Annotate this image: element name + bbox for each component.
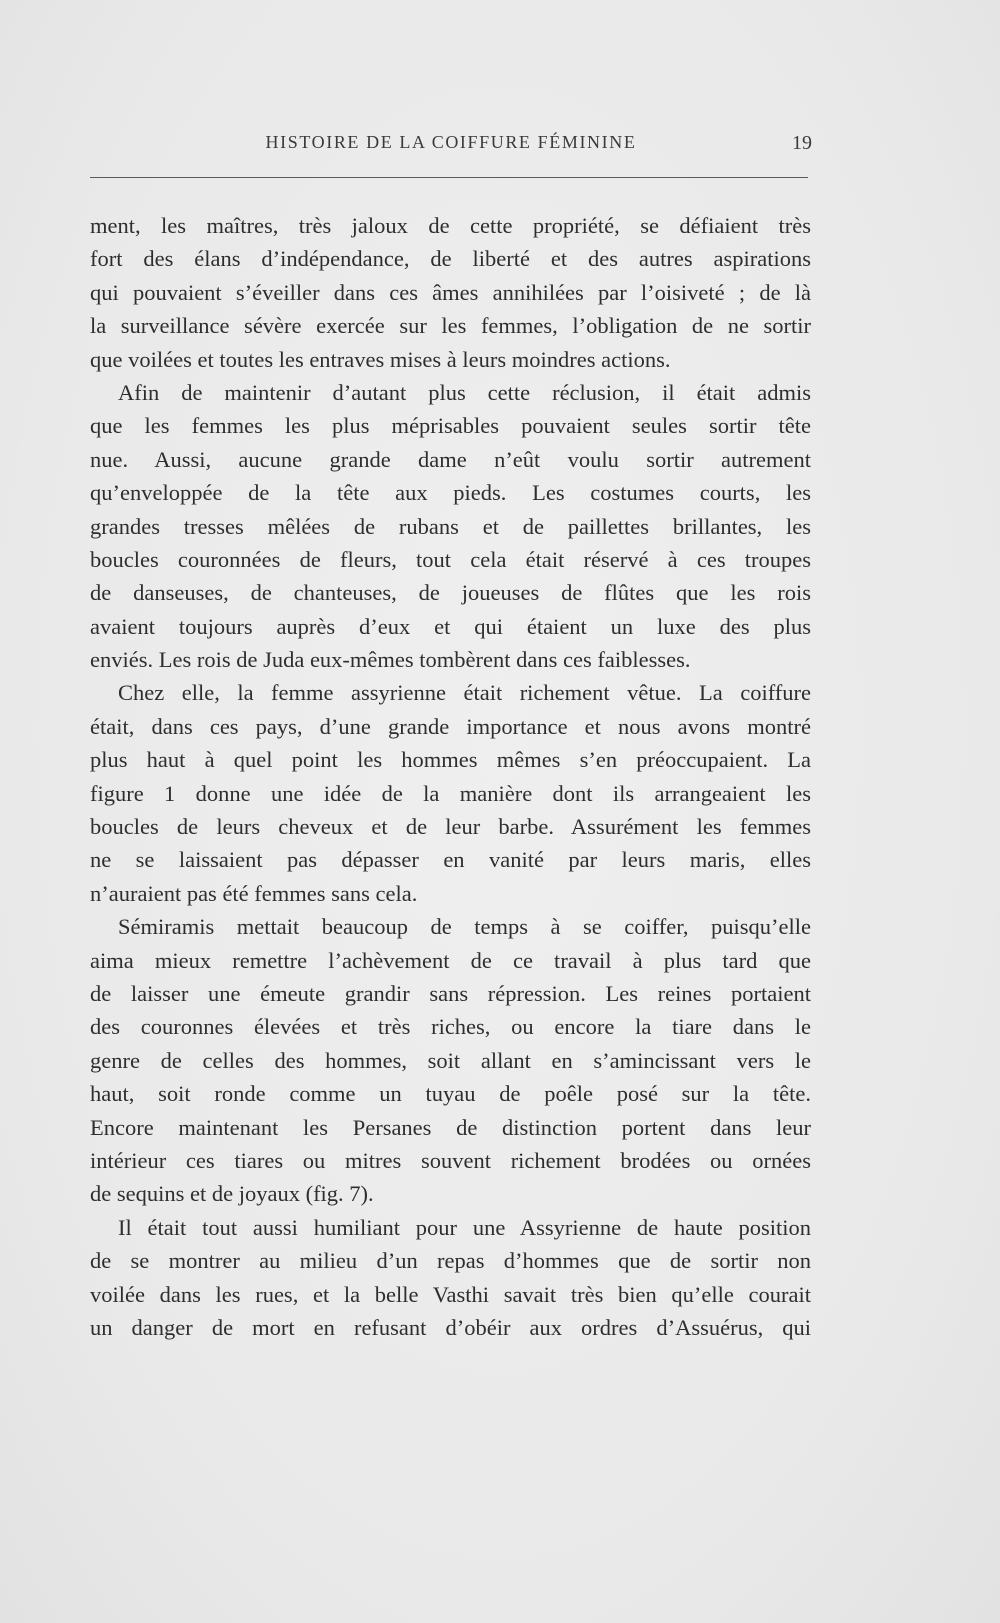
- text-line: qu’enveloppée de la tête aux pieds. Les costumes courts, les: [90, 480, 811, 506]
- text-line: que les femmes les plus méprisables pouvaient seules sortir tête: [90, 413, 811, 439]
- text-line: ment, les maîtres, très jaloux de cette propriété, se défiaient très: [90, 213, 811, 238]
- text-line: enviés. Les rois de Juda eux-mêmes tombèrent dans ces faiblesses.: [90, 647, 691, 673]
- text-line: de sequins et de joyaux (fig. 7).: [90, 1181, 374, 1207]
- running-title: HISTOIRE DE LA COIFFURE FÉMININE: [265, 132, 637, 152]
- text-line: n’auraient pas été femmes sans cela.: [90, 880, 418, 906]
- text-line: avaient toujours auprès d’eux et qui étaient un luxe des plus: [90, 613, 811, 639]
- text-line: de se montrer au milieu d’un repas d’hommes que de sortir non: [90, 1248, 811, 1274]
- text-line: un danger de mort en refusant d’obéir aux ordres d’Assuérus, qui: [90, 1314, 811, 1340]
- running-head: [90, 132, 812, 162]
- text-line: de danseuses, de chanteuses, de joueuses de flûtes que les rois: [90, 580, 811, 606]
- text-line: de laisser une émeute grandir sans répression. Les reines portaient: [90, 980, 811, 1006]
- paragraph-start-line: Chez elle, la femme assyrienne était richement vêtue. La coiffure: [118, 680, 811, 706]
- text-line: qui pouvaient s’éveiller dans ces âmes annihilées par l’oisiveté ; de là: [90, 279, 811, 305]
- text-line: ne se laissaient pas dépasser en vanité par leurs maris, elles: [90, 847, 811, 873]
- body-text: [90, 209, 811, 1344]
- text-line: voilée dans les rues, et la belle Vasthi savait très bien qu’elle courait: [90, 1281, 811, 1307]
- text-line: aima mieux remettre l’achèvement de ce travail à plus tard que: [90, 947, 811, 973]
- paragraph-start-line: Il était tout aussi humiliant pour une Assyrienne de haute position: [118, 1214, 811, 1240]
- page-number: 19: [792, 132, 812, 154]
- header-rule: [90, 177, 808, 178]
- text-line: boucles de leurs cheveux et de leur barbe. Assurément les femmes: [90, 814, 811, 840]
- text-line: genre de celles des hommes, soit allant en s’amincissant vers le: [90, 1047, 811, 1073]
- paragraph-start-line: Sémiramis mettait beaucoup de temps à se coiffer, puisqu’elle: [118, 914, 811, 940]
- text-line: la surveillance sévère exercée sur les femmes, l’obligation de ne sortir: [90, 313, 811, 339]
- text-line: que voilées et toutes les entraves mises à leurs moindres actions.: [90, 346, 671, 372]
- text-line: figure 1 donne une idée de la manière dont ils arrangeaient les: [90, 780, 811, 806]
- text-line: boucles couronnées de fleurs, tout cela était réservé à ces troupes: [90, 546, 811, 572]
- text-line: nue. Aussi, aucune grande dame n’eût voulu sortir autrement: [90, 446, 811, 472]
- text-line: fort des élans d’indépendance, de liberté et des autres aspirations: [90, 246, 811, 272]
- text-line: des couronnes élevées et très riches, ou encore la tiare dans le: [90, 1014, 811, 1040]
- text-line: était, dans ces pays, d’une grande importance et nous avons montré: [90, 713, 811, 739]
- text-line: intérieur ces tiares ou mitres souvent richement brodées ou ornées: [90, 1147, 811, 1173]
- text-line: haut, soit ronde comme un tuyau de poêle posé sur la tête.: [90, 1081, 811, 1107]
- text-line: Encore maintenant les Persanes de distinction portent dans leur: [90, 1114, 811, 1140]
- text-line: plus haut à quel point les hommes mêmes s’en préoccupaient. La: [90, 747, 811, 773]
- paragraph-start-line: Afin de maintenir d’autant plus cette réclusion, il était admis: [118, 379, 811, 405]
- text-line: grandes tresses mêlées de rubans et de paillettes brillantes, les: [90, 513, 811, 539]
